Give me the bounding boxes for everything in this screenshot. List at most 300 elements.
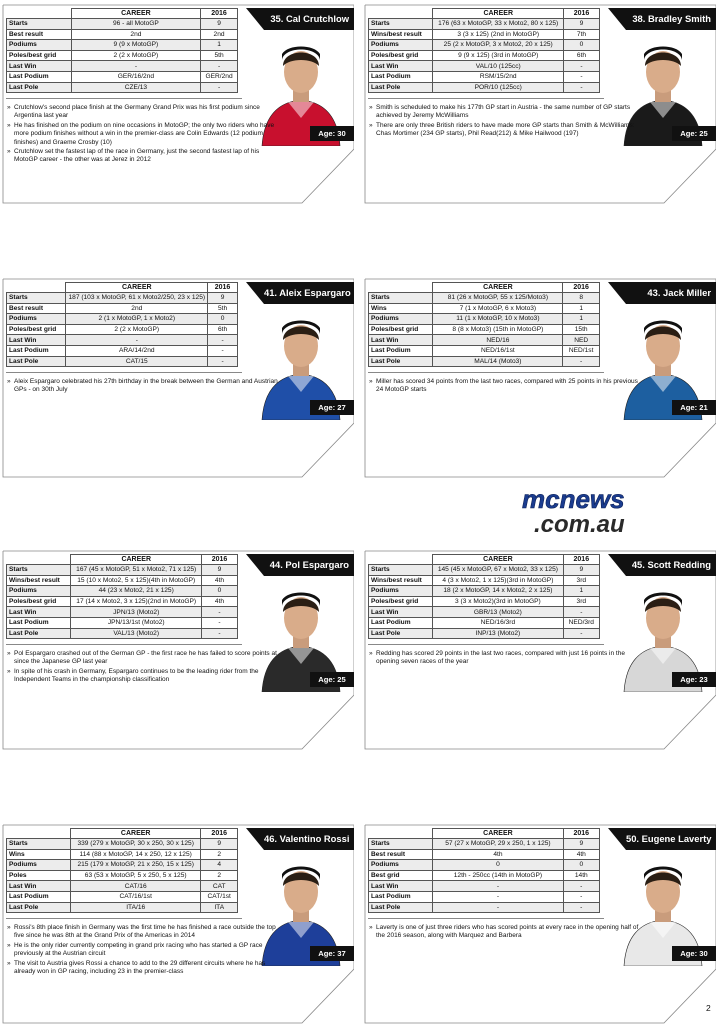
stat-row [369,881,600,892]
stat-row [369,61,600,72]
rider-name: 38. Bradley Smith [626,8,716,30]
stat-label: Last Win [7,61,72,72]
season-value: - [563,356,600,367]
rider-notes [368,104,640,140]
season-value: 9 [563,565,599,576]
stat-label: Last Win [369,881,433,892]
season-value: 5th [208,303,238,314]
blank-header [369,555,433,565]
career-value: 57 (27 x MotoGP, 29 x 250, 1 x 125) [433,839,563,850]
stat-label: Last Win [7,881,71,892]
season-value: 15th [563,324,600,335]
stat-row [7,902,238,913]
rider-card [2,278,354,478]
season-value: CAT [201,881,238,892]
season-value: - [201,61,238,72]
stat-row [369,293,600,304]
age-badge: Age: 30 [310,126,354,141]
stat-row [7,628,238,639]
stat-row [7,849,238,860]
note-item: » In spite of his crash in Germany, Espargaro continues to be the leading rider from the Independent Teams in the championship classification [6,668,278,685]
career-value: 96 - all MotoGP [71,19,200,30]
stat-row [369,335,600,346]
stat-row [369,19,600,30]
season-header: 2016 [201,9,238,19]
career-value: 176 (63 x MotoGP, 33 x Moto2, 80 x 125) [433,19,564,30]
season-header: 2016 [563,283,600,293]
stat-label: Starts [369,565,433,576]
season-value: 2nd [201,29,238,40]
season-value: 1 [563,314,600,325]
season-header: 2016 [563,555,599,565]
career-header: CAREER [71,9,200,19]
rider-name: 43. Jack Miller [626,282,716,304]
career-header: CAREER [433,555,563,565]
note-item: » Rossi's 8th place finish in Germany was the first time he has finished a race outside the top five since he was 8th at the Grand Prix of the Americas in 2014 [6,924,278,941]
stat-row [7,29,238,40]
note-item: » Redding has scored 29 points in the last two races, compared with just 16 points in the opening seven races of the year [368,650,640,667]
career-value: 2nd [71,29,200,40]
stat-label: Starts [7,19,72,30]
stat-row [369,29,600,40]
career-value: VAL/13 (Moto2) [71,628,202,639]
stat-label: Wins [369,303,433,314]
rider-name: 50. Eugene Laverty [626,828,716,850]
rider-card [2,4,354,204]
season-value: - [563,902,599,913]
stat-row [7,870,238,881]
stat-row [369,82,600,93]
rider-card [364,278,716,478]
stat-row [7,71,238,82]
career-value: 3 (3 x Moto2)(3rd in MotoGP) [433,596,563,607]
stat-label: Last Pole [7,356,66,367]
season-value: 9 [201,839,238,850]
career-value: 114 (88 x MotoGP, 14 x 250, 12 x 125) [70,849,201,860]
season-header: 2016 [564,9,600,19]
stat-label: Last Win [369,607,433,618]
stat-row [7,293,238,304]
career-stats-table [368,828,600,913]
notes-divider [6,372,242,373]
notes-divider [6,98,242,99]
rider-card [2,824,354,1024]
stat-row [369,628,600,639]
season-header: 2016 [563,829,599,839]
note-item: » Crutchlow's second place finish at the Germany Grand Prix was his first podium since Argentina last year [6,104,278,121]
season-value: 0 [564,40,600,51]
stat-row [369,849,600,860]
stat-label: Last Win [369,61,433,72]
career-value: 2 (2 x MotoGP) [66,324,208,335]
stat-row [7,575,238,586]
season-value: 4th [563,849,599,860]
note-item: » Smith is scheduled to make his 177th GP start in Austria - the same number of GP starts achieved by Jeremy McWilliams [368,104,640,121]
stat-label: Last Win [7,607,71,618]
career-value: - [433,881,563,892]
blank-header [7,9,72,19]
name-bar-notch [608,554,626,576]
stat-label: Last Pole [369,628,433,639]
career-value: CZE/13 [71,82,200,93]
stat-row [7,607,238,618]
name-bar-notch [246,8,264,30]
stat-label: Last Podium [7,345,66,356]
season-value: 1 [563,303,600,314]
stat-label: Last Podium [369,617,433,628]
rider-card [364,824,716,1024]
career-value: 15 (10 x Moto2, 5 x 125)(4th in MotoGP) [71,575,202,586]
career-stats-table [368,554,600,639]
stat-label: Poles/best grid [369,596,433,607]
name-bar-notch [608,8,626,30]
season-value: - [563,607,599,618]
career-stats-table [6,8,238,93]
season-value: 5th [201,50,238,61]
career-value: 215 (179 x MotoGP, 21 x 250, 15 x 125) [70,860,201,871]
age-badge: Age: 25 [310,672,354,687]
name-bar-notch [608,828,626,850]
career-header: CAREER [433,9,564,19]
season-value: 14th [563,870,599,881]
stat-row [369,891,600,902]
career-value: 339 (279 x MotoGP, 30 x 250, 30 x 125) [70,839,201,850]
career-value: 4 (3 x Moto2, 1 x 125)(3rd in MotoGP) [433,575,563,586]
stat-row [369,324,600,335]
season-value: 9 [201,19,238,30]
stat-row [7,586,238,597]
stat-row [7,617,238,628]
season-value: 9 [563,839,599,850]
blank-header [7,555,71,565]
note-item: » Laverty is one of just three riders who has scored points at every race in the opening half of the 2016 season, along with Marquez and Barbera [368,924,640,941]
blank-header [7,829,71,839]
name-bar-notch [246,828,264,850]
stat-row [369,314,600,325]
stat-label: Last Podium [369,71,433,82]
career-value: JPN/13 (Moto2) [71,607,202,618]
career-value: 0 [433,860,563,871]
stat-row [7,881,238,892]
career-value: 7 (1 x MotoGP, 6 x Moto3) [433,303,563,314]
stat-label: Best result [7,29,72,40]
season-value: 2 [201,849,238,860]
season-value: - [564,71,600,82]
season-value: 7th [564,29,600,40]
season-value: 6th [564,50,600,61]
career-value: 17 (14 x Moto2, 3 x 125)(2nd in MotoGP) [71,596,202,607]
name-bar-notch [608,282,626,304]
age-badge: Age: 37 [310,946,354,961]
stat-row [7,335,238,346]
career-value: JPN/13/1st (Moto2) [71,617,202,628]
career-value: GER/16/2nd [71,71,200,82]
career-stats-table [6,554,238,639]
season-value: 6th [208,324,238,335]
season-value: 0 [202,586,238,597]
career-value: CAT/16/1st [70,891,201,902]
stat-row [369,596,600,607]
career-value: NED/16 [433,335,563,346]
season-value: 4th [202,596,238,607]
stat-row [7,303,238,314]
rider-notes [6,378,278,396]
stat-row [7,891,238,902]
season-value: 8 [563,293,600,304]
stat-label: Last Podium [7,71,72,82]
stat-row [7,860,238,871]
stat-row [7,40,238,51]
stat-row [369,50,600,61]
page-number: 2 [706,1003,711,1013]
season-value: CAT/1st [201,891,238,902]
age-badge: Age: 27 [310,400,354,415]
stat-row [369,870,600,881]
rider-name: 35. Cal Crutchlow [264,8,354,30]
rider-notes [6,650,278,686]
rider-card [2,550,354,750]
stat-label: Last Podium [7,891,71,902]
note-item: » He is the only rider currently competing in grand prix racing who has started a GP race previously at the Austrian circuit [6,942,278,959]
note-item: » The visit to Austria gives Rossi a chance to add to the 29 different circuits where he has already won in GP racing, including 23 in the premier-class [6,960,278,977]
notes-divider [368,98,604,99]
notes-divider [368,372,604,373]
career-value: 9 (9 x 125) (3rd in MotoGP) [433,50,564,61]
stat-row [369,40,600,51]
career-header: CAREER [433,283,563,293]
stat-label: Podiums [369,586,433,597]
stat-label: Poles/best grid [369,50,433,61]
career-value: 9 (9 x MotoGP) [71,40,200,51]
career-header: CAREER [66,283,208,293]
season-header: 2016 [202,555,238,565]
stat-label: Wins/best result [369,29,433,40]
career-value: POR/10 (125cc) [433,82,564,93]
stat-label: Poles/best grid [7,50,72,61]
career-value: 2 (1 x MotoGP, 1 x Moto2) [66,314,208,325]
career-value: 44 (23 x Moto2, 21 x 125) [71,586,202,597]
stat-label: Last Pole [369,356,433,367]
stat-label: Podiums [369,40,433,51]
logo-mcnews-text: mcnews [522,486,625,514]
career-value: GBR/13 (Moto2) [433,607,563,618]
rider-notes [6,924,278,977]
season-value: 0 [208,314,238,325]
season-value: 9 [564,19,600,30]
season-value: 2 [201,870,238,881]
career-stats-table [6,282,238,367]
stat-row [7,61,238,72]
career-value: 63 (53 x MotoGP, 5 x 250, 5 x 125) [70,870,201,881]
career-header: CAREER [71,555,202,565]
season-value: - [202,617,238,628]
stat-label: Poles/best grid [7,324,66,335]
rider-card [364,4,716,204]
career-value: CAT/15 [66,356,208,367]
rider-name: 41. Aleix Espargaro [264,282,354,304]
stat-row [7,324,238,335]
career-value: - [433,902,563,913]
stat-label: Best result [369,849,433,860]
stat-label: Starts [7,293,66,304]
stat-label: Starts [369,19,433,30]
stat-row [7,50,238,61]
career-value: 25 (2 x MotoGP, 3 x Moto2, 20 x 125) [433,40,564,51]
stat-row [369,902,600,913]
career-stats-table [6,828,238,913]
note-item: » Crutchlow set the fastest lap of the race in Germany, just the second fastest lap of his MotoGP career - the other was at Jerez in 2012 [6,148,278,165]
career-value: 8 (8 x Moto3) (15th in MotoGP) [433,324,563,335]
blank-header [369,9,433,19]
season-value: - [208,356,238,367]
stat-label: Last Podium [7,617,71,628]
career-value: 11 (1 x MotoGP, 10 x Moto3) [433,314,563,325]
season-value: - [564,82,600,93]
career-value: VAL/10 (125cc) [433,61,564,72]
season-value: - [564,61,600,72]
career-value: - [71,61,200,72]
stat-label: Last Pole [7,902,71,913]
stat-row [7,839,238,850]
notes-divider [6,644,242,645]
season-value: - [563,891,599,902]
career-value: 167 (45 x MotoGP, 51 x Moto2, 71 x 125) [71,565,202,576]
career-value: 145 (45 x MotoGP, 67 x Moto2, 33 x 125) [433,565,563,576]
season-value: - [201,82,238,93]
rider-notes [6,104,278,166]
season-value: - [208,335,238,346]
notes-divider [6,918,242,919]
stat-label: Poles/best grid [7,596,71,607]
rider-name: 44. Pol Espargaro [264,554,354,576]
note-item: » There are only three British riders to have made more GP starts than Smith & McWilliams: Chas Mortimer (234 GP starts), Phil Read(212) & Mike Hailwood (197) [368,122,640,139]
stat-label: Last Win [7,335,66,346]
season-value: GER/2nd [201,71,238,82]
stat-row [7,314,238,325]
season-value: 9 [202,565,238,576]
stat-row [369,303,600,314]
stat-row [369,607,600,618]
stat-label: Last Podium [369,891,433,902]
stat-label: Starts [369,839,433,850]
blank-header [369,283,433,293]
season-value: 1 [201,40,238,51]
stat-row [7,356,238,367]
rider-notes [368,378,640,396]
season-value: 1 [563,586,599,597]
career-value: INP/13 (Moto2) [433,628,563,639]
rider-notes [368,924,640,942]
career-value: 2 (2 x MotoGP) [71,50,200,61]
age-badge: Age: 25 [672,126,716,141]
name-bar-notch [246,554,264,576]
stat-row [7,565,238,576]
stat-row [369,71,600,82]
stat-label: Poles [7,870,71,881]
note-item: » Pol Espargaro crashed out of the German GP - the first race he has failed to score points at since the Japanese GP last year [6,650,278,667]
blank-header [369,829,433,839]
blank-header [7,283,66,293]
season-value: 4 [201,860,238,871]
stat-row [7,19,238,30]
career-value: RSM/15/2nd [433,71,564,82]
career-value: 18 (2 x MotoGP, 14 x Moto2, 2 x 125) [433,586,563,597]
season-value: - [202,628,238,639]
season-value: 0 [563,860,599,871]
career-value: CAT/16 [70,881,201,892]
season-value: 4th [202,575,238,586]
mcnews-logo [518,486,668,538]
notes-divider [368,918,604,919]
season-value: - [208,345,238,356]
season-value: - [563,881,599,892]
stat-label: Podiums [7,860,71,871]
stat-label: Last Pole [7,628,71,639]
season-header: 2016 [208,283,238,293]
career-value: MAL/14 (Moto3) [433,356,563,367]
career-value: NED/16/1st [433,345,563,356]
career-value: ARA/14/2nd [66,345,208,356]
season-value: 3rd [563,596,599,607]
career-value: 81 (26 x MotoGP, 55 x 125/Moto3) [433,293,563,304]
career-value: 2nd [66,303,208,314]
stat-row [7,345,238,356]
stat-label: Last Win [369,335,433,346]
season-value: 9 [208,293,238,304]
career-value: 3 (3 x 125) (2nd in MotoGP) [433,29,564,40]
stat-label: Podiums [7,40,72,51]
age-badge: Age: 30 [672,946,716,961]
stat-label: Starts [7,565,71,576]
notes-divider [368,644,604,645]
career-value: 4th [433,849,563,860]
stat-label: Starts [369,293,433,304]
season-value: ITA [201,902,238,913]
career-header: CAREER [70,829,201,839]
logo-domain-text: .com.au [534,511,625,538]
stat-label: Podiums [7,314,66,325]
stat-row [369,586,600,597]
season-value: NED/1st [563,345,600,356]
season-value: - [202,607,238,618]
career-stats-table [368,282,600,367]
stat-row [369,356,600,367]
stat-label: Podiums [369,860,433,871]
career-value: - [433,891,563,902]
stat-row [369,617,600,628]
rider-notes [368,650,640,668]
career-stats-table [368,8,600,93]
stat-label: Podiums [7,586,71,597]
stat-row [369,839,600,850]
age-badge: Age: 23 [672,672,716,687]
stat-label: Wins/best result [369,575,433,586]
stat-label: Last Pole [369,902,433,913]
stat-row [369,565,600,576]
name-bar-notch [246,282,264,304]
season-value: NED [563,335,600,346]
stat-row [7,596,238,607]
stat-row [369,575,600,586]
season-value: - [563,628,599,639]
season-header: 2016 [201,829,238,839]
career-value: ITA/16 [70,902,201,913]
stat-label: Podiums [369,314,433,325]
stat-label: Last Podium [369,345,433,356]
age-badge: Age: 21 [672,400,716,415]
stat-label: Last Pole [7,82,72,93]
stat-row [369,345,600,356]
